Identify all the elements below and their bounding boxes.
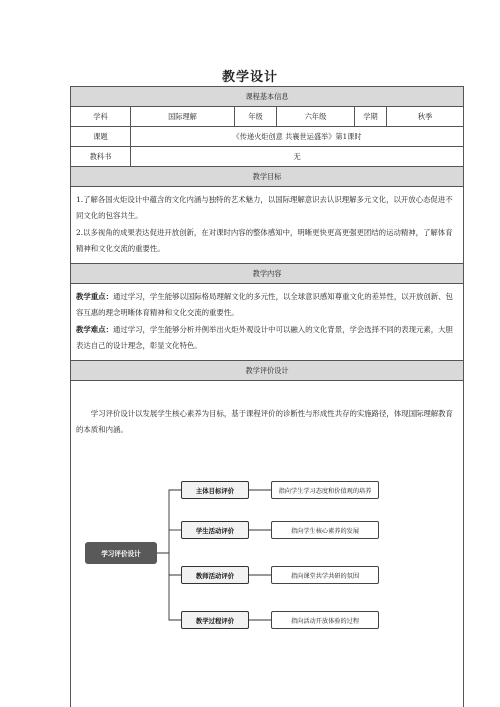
lesson-plan-table [70, 86, 464, 707]
objectives-body [71, 187, 464, 264]
key-point [76, 289, 458, 320]
branch-node: 主体目标评价 [181, 481, 249, 499]
connector-line [169, 575, 181, 620]
grade-value: 六年级 [277, 107, 355, 127]
subject-value: 国际理解 [131, 107, 235, 127]
evaluation-intro: 学习评价设计以发展学生核心素养为目标，基于课程评价的诊断性与形成性共存的实施路径，体现国际理解教育的本质和内涵。 [76, 409, 453, 434]
objectives-heading: 教学目标 [71, 167, 464, 187]
content-body [71, 284, 464, 361]
grade-label: 年级 [235, 107, 277, 127]
difficult-point-text: 通过学习，学生能够分析并例举出火炬外观设计中可以融入的文化背景，学会选择不同的表现元素，大胆表达自己的设计理念，彰显文化特色。 [76, 325, 453, 350]
evaluation-body [71, 381, 464, 707]
key-point-text: 通过学习，学生能够以国际格局理解文化的多元性，以全球意识感知尊重文化的差异性，以开放创新、包容互惠的理念明晰体育精神和文化交流的重要性。 [76, 292, 453, 317]
branch-description: 指向课堂共学共研的氛围 [271, 566, 379, 584]
objective-item: 1.了解各国火炬设计中蕴含的文化内涵与独特的艺术魅力，以国际理解意识去认识理解多元文化，以开放心态促进不同文化的包容共生。 [76, 195, 453, 220]
difficult-point [76, 322, 458, 353]
branch-description: 指向学生核心素养的发展 [271, 521, 379, 539]
topic-label: 课题 [71, 127, 131, 147]
term-label: 学期 [355, 107, 387, 127]
topic-value: 《传递火炬创意 共襄世运盛举》第1课时 [131, 127, 464, 147]
textbook-value: 无 [131, 147, 464, 167]
difficult-point-label: 教学难点： [76, 325, 113, 334]
subject-label: 学科 [71, 107, 131, 127]
evaluation-heading: 教学评价设计 [71, 361, 464, 381]
branch-node: 学生活动评价 [181, 521, 249, 539]
term-value: 秋季 [387, 107, 464, 127]
branch-node: 教学过程评价 [181, 611, 249, 629]
page-title: 教学设计 [221, 70, 278, 85]
connector-line [157, 490, 181, 553]
branch-description: 指向学生学习态度和价值观的培养 [271, 481, 379, 499]
content-heading: 教学内容 [71, 264, 464, 284]
branch-node: 教师活动评价 [181, 566, 249, 584]
objective-item: 2.以多视角的成果表达促进开放创新，在对课时内容的整体感知中，明晰更快更高更强更团结的运动精神，了解体育精神和文化交流的重要性。 [76, 228, 453, 253]
evaluation-diagram [85, 476, 445, 646]
basic-info-heading: 课程基本信息 [71, 87, 464, 107]
key-point-label: 教学重点： [76, 292, 113, 301]
branch-description: 指向活动开放体验的过程 [271, 611, 379, 629]
connector-line [169, 553, 181, 575]
textbook-label: 教科书 [71, 147, 131, 167]
diagram-root-node: 学习评价设计 [85, 542, 157, 564]
